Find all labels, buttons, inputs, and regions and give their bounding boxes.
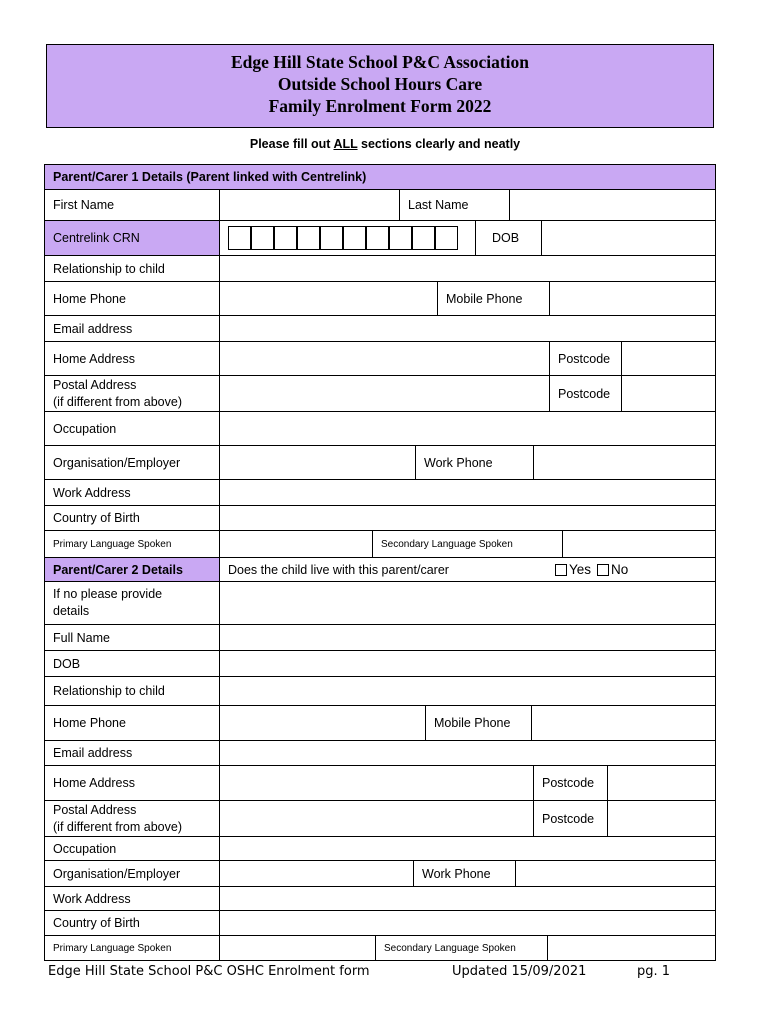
email-field[interactable] (219, 316, 715, 341)
parent1-name-row (44, 190, 716, 221)
email-label: Email address (53, 321, 133, 336)
postcode-label: Postcode (549, 342, 621, 375)
parent2-language-row (44, 936, 716, 961)
home-address-field[interactable] (219, 342, 549, 375)
mobile-phone-label: Mobile Phone (437, 282, 549, 315)
postcode-label: Postcode (533, 801, 607, 836)
first-name-field[interactable] (219, 190, 399, 220)
country-of-birth-field[interactable] (219, 506, 715, 530)
parent1-country-row (44, 506, 716, 531)
dob-label: DOB (53, 656, 81, 671)
crn-digit-box[interactable] (412, 226, 435, 250)
crn-digit-box[interactable] (274, 226, 297, 250)
footer-updated: Updated 15/09/2021 (452, 964, 587, 979)
crn-digit-box[interactable] (320, 226, 343, 250)
postcode-label: Postcode (549, 376, 621, 411)
parent1-phone-row (44, 282, 716, 316)
live-question-label: Does the child live with this parent/carer (219, 558, 549, 581)
home-address-field[interactable] (219, 766, 533, 800)
yes-label: Yes (569, 562, 592, 577)
parent2-employer-row (44, 861, 716, 887)
work-address-label: Work Address (53, 485, 131, 500)
secondary-language-label: Secondary Language Spoken (372, 531, 562, 557)
postal-address-field[interactable] (219, 376, 549, 411)
no-checkbox[interactable] (597, 564, 609, 576)
parent2-home-address-row (44, 766, 716, 801)
crn-digit-box[interactable] (228, 226, 251, 250)
work-address-field[interactable] (219, 480, 715, 505)
parent2-dob-row (44, 651, 716, 677)
full-name-field[interactable] (219, 625, 715, 650)
yes-checkbox[interactable] (555, 564, 567, 576)
crn-boxes (219, 221, 475, 255)
email-label: Email address (53, 746, 133, 760)
postcode-field[interactable] (621, 376, 715, 411)
parent1-section-header (44, 164, 716, 190)
home-address-label: Home Address (53, 351, 135, 366)
organisation-field[interactable] (219, 861, 413, 886)
country-of-birth-label: Country of Birth (53, 511, 140, 525)
occupation-label: Occupation (53, 841, 117, 856)
parent2-full-name-row (44, 625, 716, 651)
work-address-field[interactable] (219, 887, 715, 910)
country-of-birth-label: Country of Birth (53, 916, 140, 930)
primary-language-label: Primary Language Spoken (53, 942, 172, 954)
work-address-label: Work Address (53, 891, 131, 906)
secondary-language-field[interactable] (562, 531, 715, 557)
primary-language-label: Primary Language Spoken (53, 538, 172, 550)
work-phone-label: Work Phone (415, 446, 533, 479)
header-line-3: Family Enrolment Form 2022 (268, 96, 492, 116)
parent2-section-header (44, 558, 716, 582)
primary-language-field[interactable] (219, 531, 372, 557)
parent1-postal-address-row (44, 376, 716, 412)
crn-digit-box[interactable] (343, 226, 366, 250)
dob-label: DOB (475, 221, 541, 255)
secondary-language-field[interactable] (547, 936, 715, 960)
crn-digit-box[interactable] (297, 226, 320, 250)
home-phone-field[interactable] (219, 282, 437, 315)
parent2-postal-address-row (44, 801, 716, 837)
if-no-details-field[interactable] (219, 582, 715, 624)
last-name-label: Last Name (399, 190, 509, 220)
occupation-field[interactable] (219, 412, 715, 445)
if-no-label: If no please provide details (53, 587, 163, 618)
parent1-occupation-row (44, 412, 716, 446)
email-field[interactable] (219, 741, 715, 765)
header-line-1: Edge Hill State School P&C Association (231, 52, 529, 72)
parent1-home-address-row (44, 342, 716, 376)
postcode-label: Postcode (533, 766, 607, 800)
crn-digit-box[interactable] (389, 226, 412, 250)
postcode-field[interactable] (621, 342, 715, 375)
parent2-work-address-row (44, 887, 716, 911)
mobile-phone-field[interactable] (531, 706, 715, 740)
parent2-phone-row (44, 706, 716, 741)
postal-address-label: Postal Address (if different from above) (53, 802, 182, 834)
instruction-text: Please fill out ALL sections clearly and neatly (249, 137, 521, 151)
organisation-field[interactable] (219, 446, 415, 479)
header-line-2: Outside School Hours Care (277, 74, 483, 94)
organisation-label: Organisation/Employer (53, 455, 181, 470)
mobile-phone-field[interactable] (549, 282, 715, 315)
relationship-label: Relationship to child (53, 684, 165, 698)
occupation-field[interactable] (219, 837, 715, 860)
relationship-field[interactable] (219, 677, 715, 705)
home-address-label: Home Address (53, 776, 135, 790)
last-name-field[interactable] (509, 190, 715, 220)
relationship-label: Relationship to child (53, 261, 165, 276)
postcode-field[interactable] (607, 801, 715, 836)
home-phone-field[interactable] (219, 706, 425, 740)
dob-field[interactable] (541, 221, 715, 255)
live-yes-no (549, 558, 715, 581)
first-name-label: First Name (53, 198, 115, 212)
form-header (46, 44, 714, 128)
parent2-occupation-row (44, 837, 716, 861)
parent1-email-row (44, 316, 716, 342)
instruction-emphasis: ALL (333, 137, 358, 151)
parent2-if-no-row (44, 582, 716, 625)
crn-digit-box[interactable] (435, 226, 458, 250)
occupation-label: Occupation (53, 421, 117, 436)
organisation-label: Organisation/Employer (53, 866, 181, 881)
parent1-section-title: Parent/Carer 1 Details (Parent linked with Centrelink) (45, 165, 715, 189)
parent1-employer-row (44, 446, 716, 480)
postcode-field[interactable] (607, 766, 715, 800)
parent2-section-title: Parent/Carer 2 Details (45, 558, 219, 581)
country-of-birth-field[interactable] (219, 911, 715, 935)
dob-field[interactable] (219, 651, 715, 676)
parent1-language-row (44, 531, 716, 558)
parent2-relationship-row (44, 677, 716, 706)
footer-title: Edge Hill State School P&C OSHC Enrolment form (48, 964, 370, 979)
crn-digit-box[interactable] (366, 226, 389, 250)
parent2-country-row (44, 911, 716, 936)
no-label: No (611, 562, 629, 577)
relationship-field[interactable] (219, 256, 715, 281)
postal-address-field[interactable] (219, 801, 533, 836)
parent2-email-row (44, 741, 716, 766)
centrelink-crn-label: Centrelink CRN (45, 221, 219, 255)
full-name-label: Full Name (53, 630, 110, 645)
crn-digit-box[interactable] (251, 226, 274, 250)
home-phone-label: Home Phone (53, 716, 126, 730)
work-phone-label: Work Phone (413, 861, 515, 886)
parent1-relationship-row (44, 256, 716, 282)
mobile-phone-label: Mobile Phone (425, 706, 531, 740)
home-phone-label: Home Phone (53, 291, 126, 306)
work-phone-field[interactable] (515, 861, 715, 886)
secondary-language-label: Secondary Language Spoken (375, 936, 547, 960)
primary-language-field[interactable] (219, 936, 375, 960)
parent1-crn-row (44, 221, 716, 256)
parent1-work-address-row (44, 480, 716, 506)
postal-address-label: Postal Address (if different from above) (53, 377, 182, 409)
footer-page-number: pg. 1 (637, 964, 671, 979)
work-phone-field[interactable] (533, 446, 715, 479)
